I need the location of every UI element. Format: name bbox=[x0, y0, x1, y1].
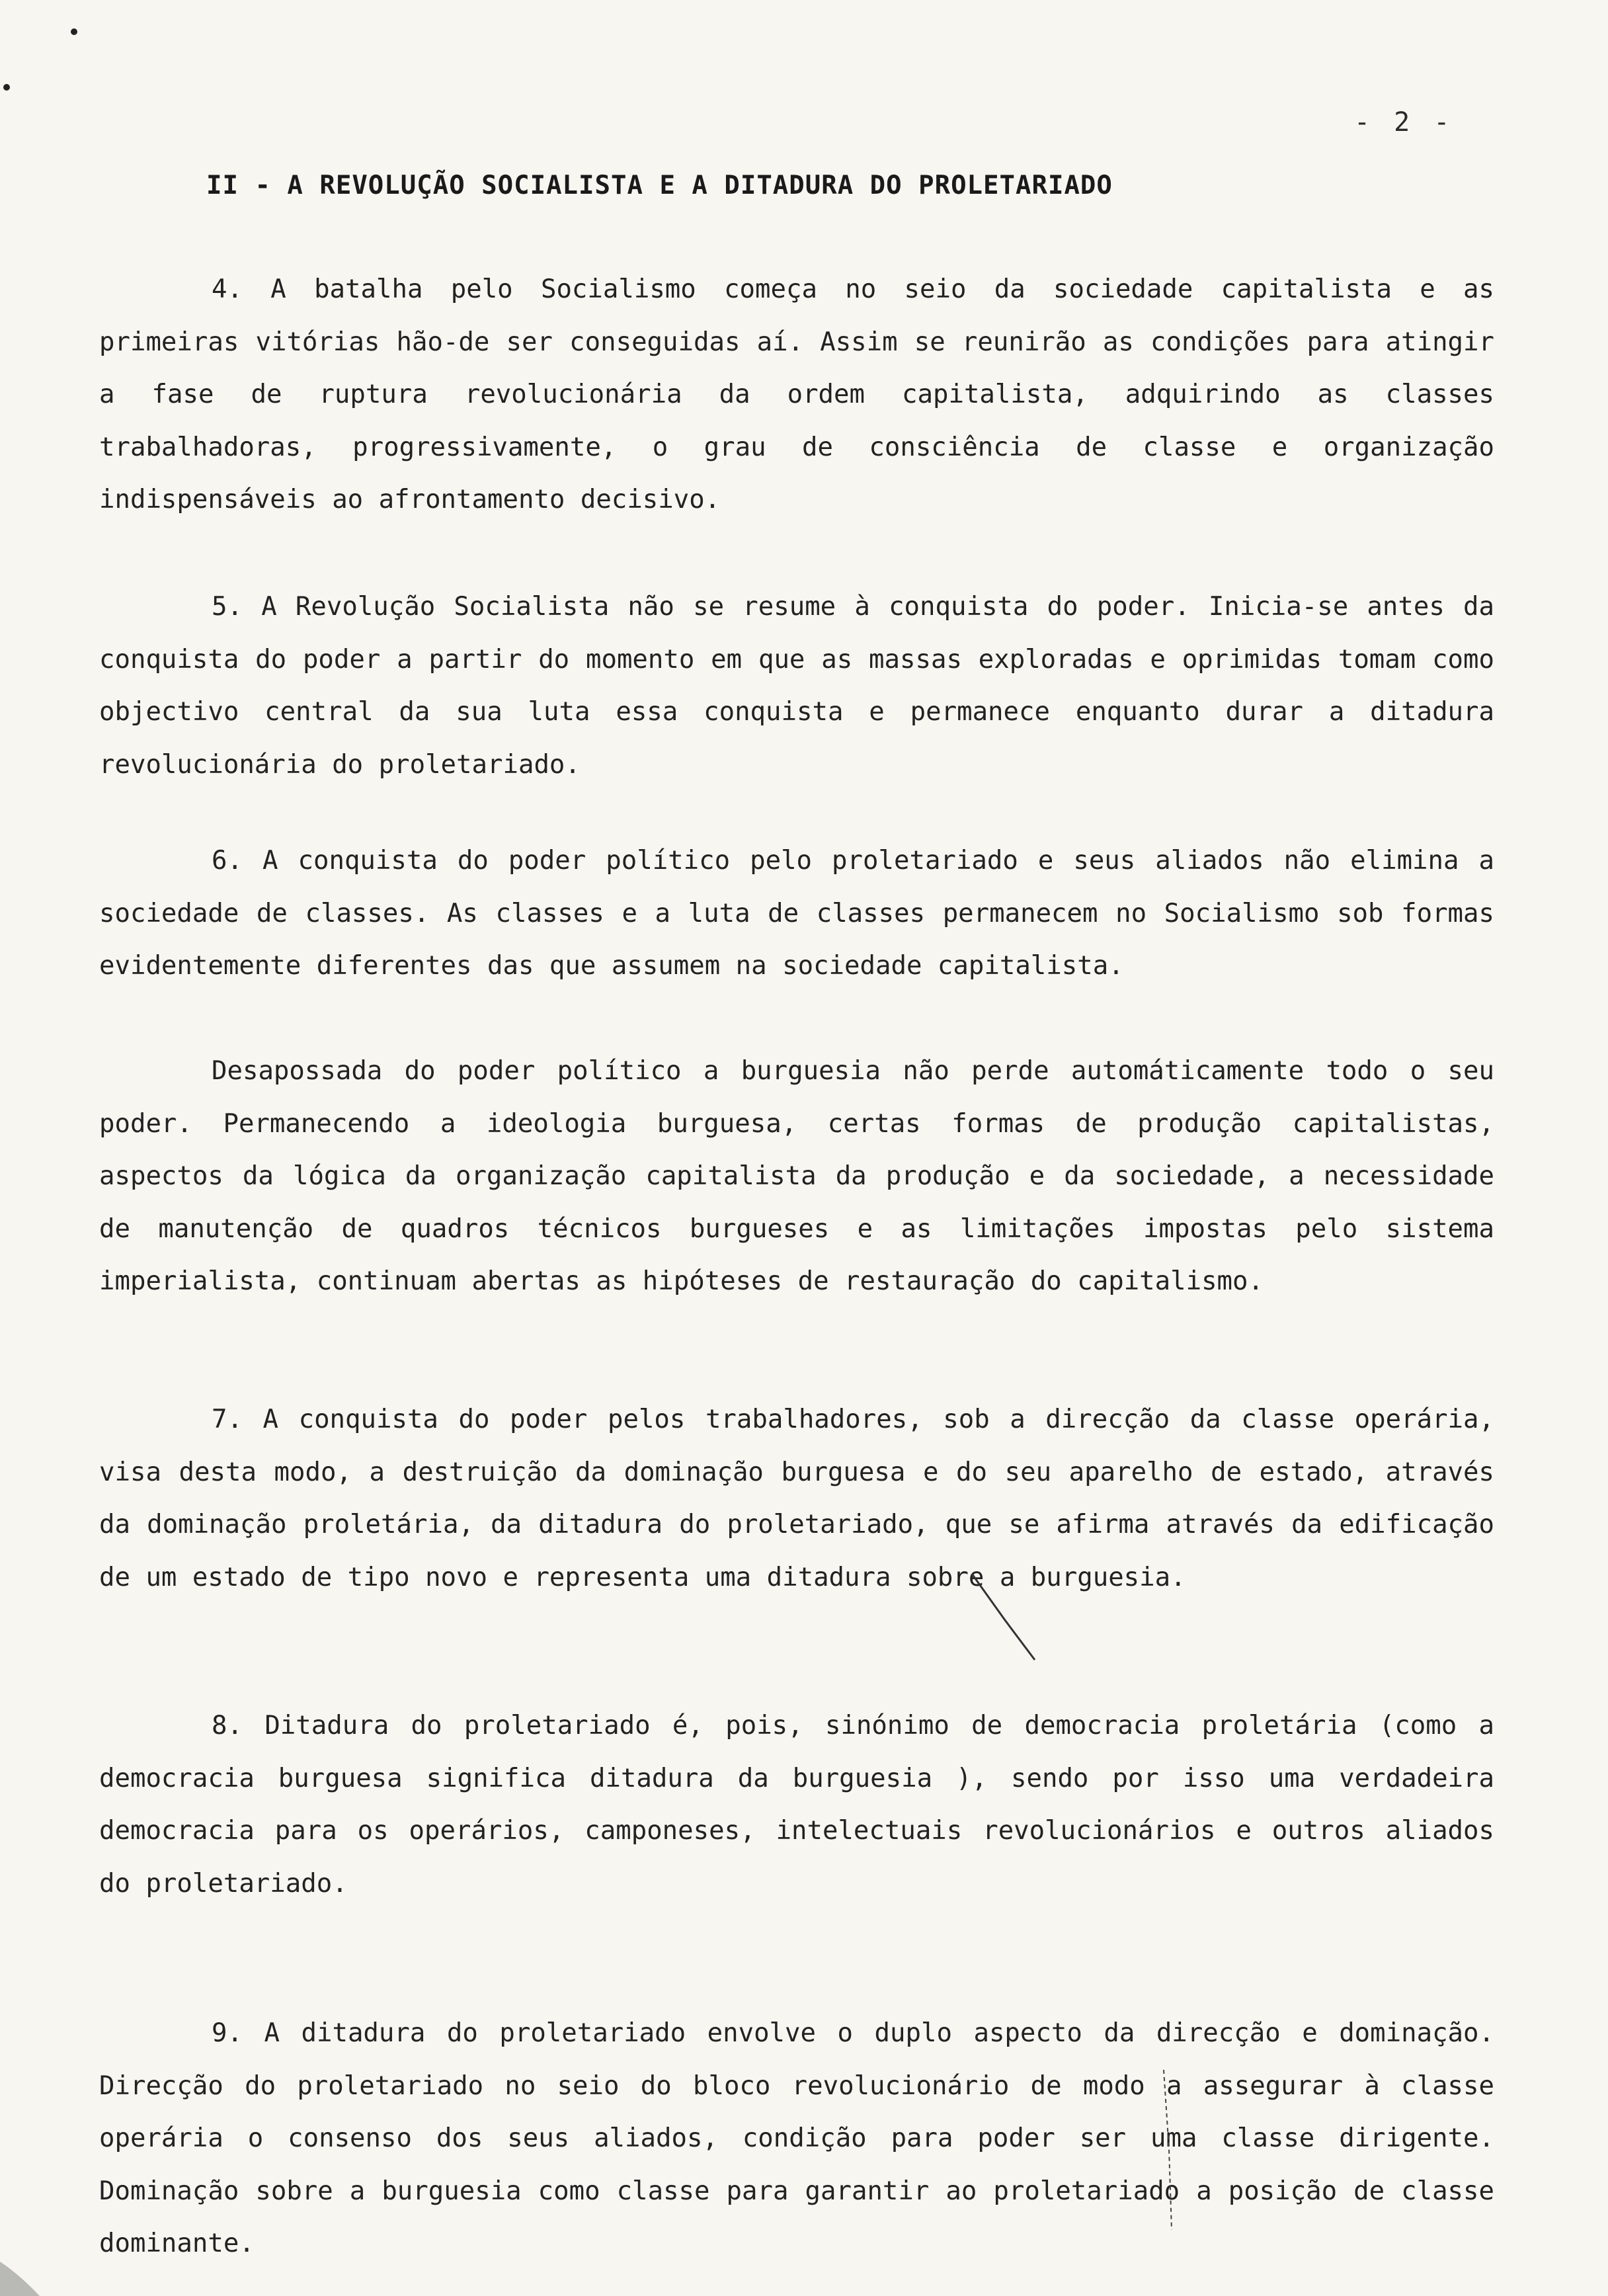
punch-dot bbox=[3, 84, 10, 91]
paragraph-number: 9. bbox=[212, 2018, 243, 2048]
paragraph-number: 5. bbox=[212, 592, 243, 622]
paragraph-7 bbox=[99, 1393, 1494, 1604]
paragraph-number: 4. bbox=[212, 274, 243, 304]
page-number: - 2 - bbox=[1354, 107, 1454, 138]
section-title: II - A REVOLUÇÃO SOCIALISTA E A DITADURA DO PROLETARIADO bbox=[206, 171, 1113, 200]
paragraph-number: 6. bbox=[212, 846, 243, 876]
paragraph-text: A ditadura do proletariado envolve o duplo aspecto da direcção e dominação. Direcção do proletariado no seio do bloco revolucionário de modo a assegurar à classe operária o consenso dos seus aliados, condição para poder ser uma classe dirigente. Dominação sobre a burguesia como classe para garantir ao proletariado a posição de classe dominante. bbox=[99, 2018, 1494, 2258]
paragraph-9 bbox=[99, 2007, 1494, 2270]
paragraph-number: 7. bbox=[212, 1405, 243, 1434]
paragraph-text: A batalha pelo Socialismo começa no seio da sociedade capitalista e as primeiras vitórias hão-de ser conseguidas aí. Assim se reunirão as condições para atingir a fase de ruptura revolucionária da ordem capitalista, adquirindo as classes trabalhadoras, progressivamente, o grau de consciência de classe e organização indispensáveis ao afrontamento decisivo. bbox=[99, 274, 1494, 514]
paragraph-text: Desapossada do poder político a burguesia não perde automáticamente todo o seu poder. Permanecendo a ideologia burguesa, certas formas de produção capitalistas, aspectos da lógica da organização capitalista da produção e da sociedade, a necessidade de manutenção de quadros técnicos burgueses e as limitações impostas pelo sistema imperialista, continuam abertas as hipóteses de restauração do capitalismo. bbox=[99, 1056, 1494, 1296]
paragraph-text: Ditadura do proletariado é, pois, sinónimo de democracia proletária (como a democracia burguesa significa ditadura da burguesia ), sendo por isso uma verdadeira democracia para os operários, camponeses, intelectuais revolucionários e outros aliados do proletariado. bbox=[99, 1711, 1495, 1899]
paragraph-4 bbox=[99, 263, 1494, 526]
paragraph-text: A conquista do poder político pelo proletariado e seus aliados não elimina a sociedade de classes. As classes e a luta de classes permanecem no Socialismo sob formas evidentemente diferentes das que assumem na sociedade capitalista. bbox=[99, 846, 1494, 981]
paragraph-8 bbox=[99, 1700, 1494, 1910]
punch-dot bbox=[71, 28, 77, 35]
paragraph-text: A Revolução Socialista não se resume à conquista do poder. Inicia-se antes da conquista do poder a partir do momento em que as massas exploradas e oprimidas tomam como objectivo central da sua luta essa conquista e permanece enquanto durar a ditadura revolucionária do proletariado. bbox=[99, 592, 1494, 780]
paragraph-6 bbox=[99, 835, 1494, 993]
paragraph-number: 8. bbox=[212, 1711, 243, 1741]
paragraph-6-continuation bbox=[99, 1045, 1494, 1308]
paragraph-5 bbox=[99, 581, 1494, 791]
corner-smudge bbox=[0, 2262, 40, 2296]
paragraph-text: A conquista do poder pelos trabalhadores, sob a direcção da classe operária, visa desta modo, a destruição da dominação burguesa e do seu aparelho de estado, através da dominação proletária, da ditadura do proletariado, que se afirma através da edificação de um estado de tipo novo e representa uma ditadura sobre a burguesia. bbox=[99, 1405, 1494, 1592]
